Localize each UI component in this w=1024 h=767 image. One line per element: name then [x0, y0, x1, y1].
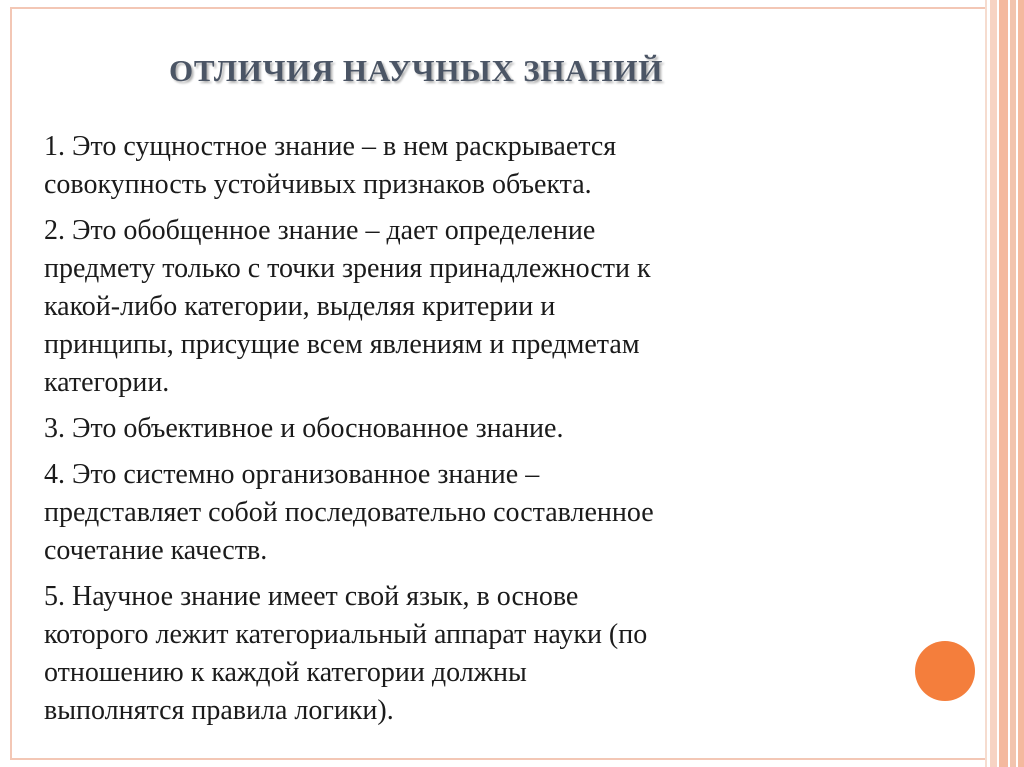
list-item-2-line-3: какой-либо категории, выделяя критерии и — [44, 291, 556, 322]
list-item-1-line-2: совокупность устойчивых признаков объекта. — [44, 169, 592, 200]
list-item-4 — [44, 456, 944, 570]
list-item-2 — [44, 212, 944, 402]
list-item-2-line-2: предмету только с точки зрения принадлежности к — [44, 253, 651, 284]
slide-content — [44, 128, 944, 738]
list-item-5 — [44, 578, 944, 730]
list-item-4-line-1: 4. Это системно организованное знание – — [44, 459, 540, 490]
list-item-1-line-1: 1. Это сущностное знание – в нем раскрывается — [44, 131, 617, 162]
slide-frame-bottom — [10, 758, 1014, 760]
list-item-2-line-1: 2. Это обобщенное знание – дает определение — [44, 215, 596, 246]
list-item-2-line-5: категории. — [44, 367, 170, 398]
slide-frame-top — [10, 7, 1014, 9]
list-item-4-line-2: представляет собой последовательно составленное — [44, 497, 654, 528]
list-item-4-line-3: сочетание качеств. — [44, 535, 268, 566]
slide-frame-left — [10, 7, 12, 760]
decorative-side-stripes — [985, 0, 1024, 767]
list-item-3-line-1: 3. Это объективное и обоснованное знание. — [44, 413, 564, 444]
list-item-3 — [44, 410, 944, 448]
list-item-5-line-1: 5. Научное знание имеет свой язык, в основе — [44, 581, 579, 612]
list-item-1 — [44, 128, 944, 204]
list-item-2-line-4: принципы, присущие всем явлениям и предметам — [44, 329, 640, 360]
list-item-5-line-3: отношению к каждой категории должны — [44, 657, 527, 688]
slide-title: ОТЛИЧИЯ НАУЧНЫХ ЗНАНИЙ — [169, 53, 664, 88]
list-item-5-line-4: выполнятся правила логики). — [44, 695, 394, 726]
list-item-5-line-2: которого лежит категориальный аппарат науки (по — [44, 619, 648, 650]
